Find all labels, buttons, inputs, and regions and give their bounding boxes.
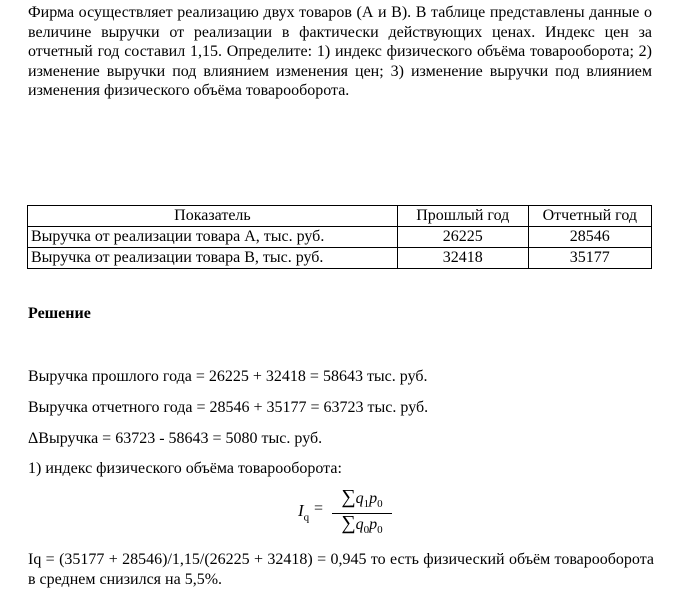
table-header-row: [28, 206, 652, 227]
header-indicator: Показатель: [28, 206, 398, 227]
table-row: [28, 227, 652, 248]
calc-line-revenue-change: ΔВыручка = 63723 - 58643 = 5080 тыс. руб.: [28, 430, 323, 447]
revenue-table: [27, 205, 652, 269]
calc-line-reporting-revenue: Выручка отчетного года = 28546 + 35177 = 63723 тыс. руб.: [28, 399, 429, 416]
calc-line-index-heading: 1) индекс физического объёма товарооборота:: [28, 460, 342, 477]
index-formula: [298, 486, 398, 540]
formula-numerator: $\sum q_1p_0$: [341, 486, 383, 511]
header-previous-year: Прошлый год: [397, 206, 528, 227]
header-reporting-year: Отчетный год: [528, 206, 651, 227]
problem-statement: Фирма осуществляет реализацию двух товаров (А и В). В таблице представлены данные о величине выручки от реализации в фактически действующих ценах. Индекс цен за отчетный год составил 1,15. Определите: 1) индекс физического объёма товарооборота; 2) изменение выручки под влиянием изменения цен; 3) изменение выручки под влиянием изменения физического объёма товарооборота.: [28, 4, 652, 99]
formula-lhs: $I_q$: [298, 501, 310, 524]
row-label: Выручка от реализации товара В, тыс. руб.: [28, 248, 398, 269]
formula-denominator: $\sum q_0p_0$: [341, 512, 383, 537]
cell-reporting-year: 35177: [528, 248, 651, 269]
formula-equals: =: [314, 500, 324, 517]
cell-previous-year: 32418: [397, 248, 528, 269]
conclusion-text: Iq = (35177 + 28546)/1,15/(26225 + 32418) = 0,945 то есть физический объём товарооборота в среднем снизился на 5,5%.: [28, 551, 654, 588]
row-label: Выручка от реализации товара А, тыс. руб.: [28, 227, 398, 248]
cell-reporting-year: 28546: [528, 227, 651, 248]
cell-previous-year: 26225: [397, 227, 528, 248]
solution-heading: Решение: [28, 305, 91, 322]
table-row: [28, 248, 652, 269]
calc-line-previous-revenue: Выручка прошлого года = 26225 + 32418 = 58643 тыс. руб.: [28, 368, 428, 385]
